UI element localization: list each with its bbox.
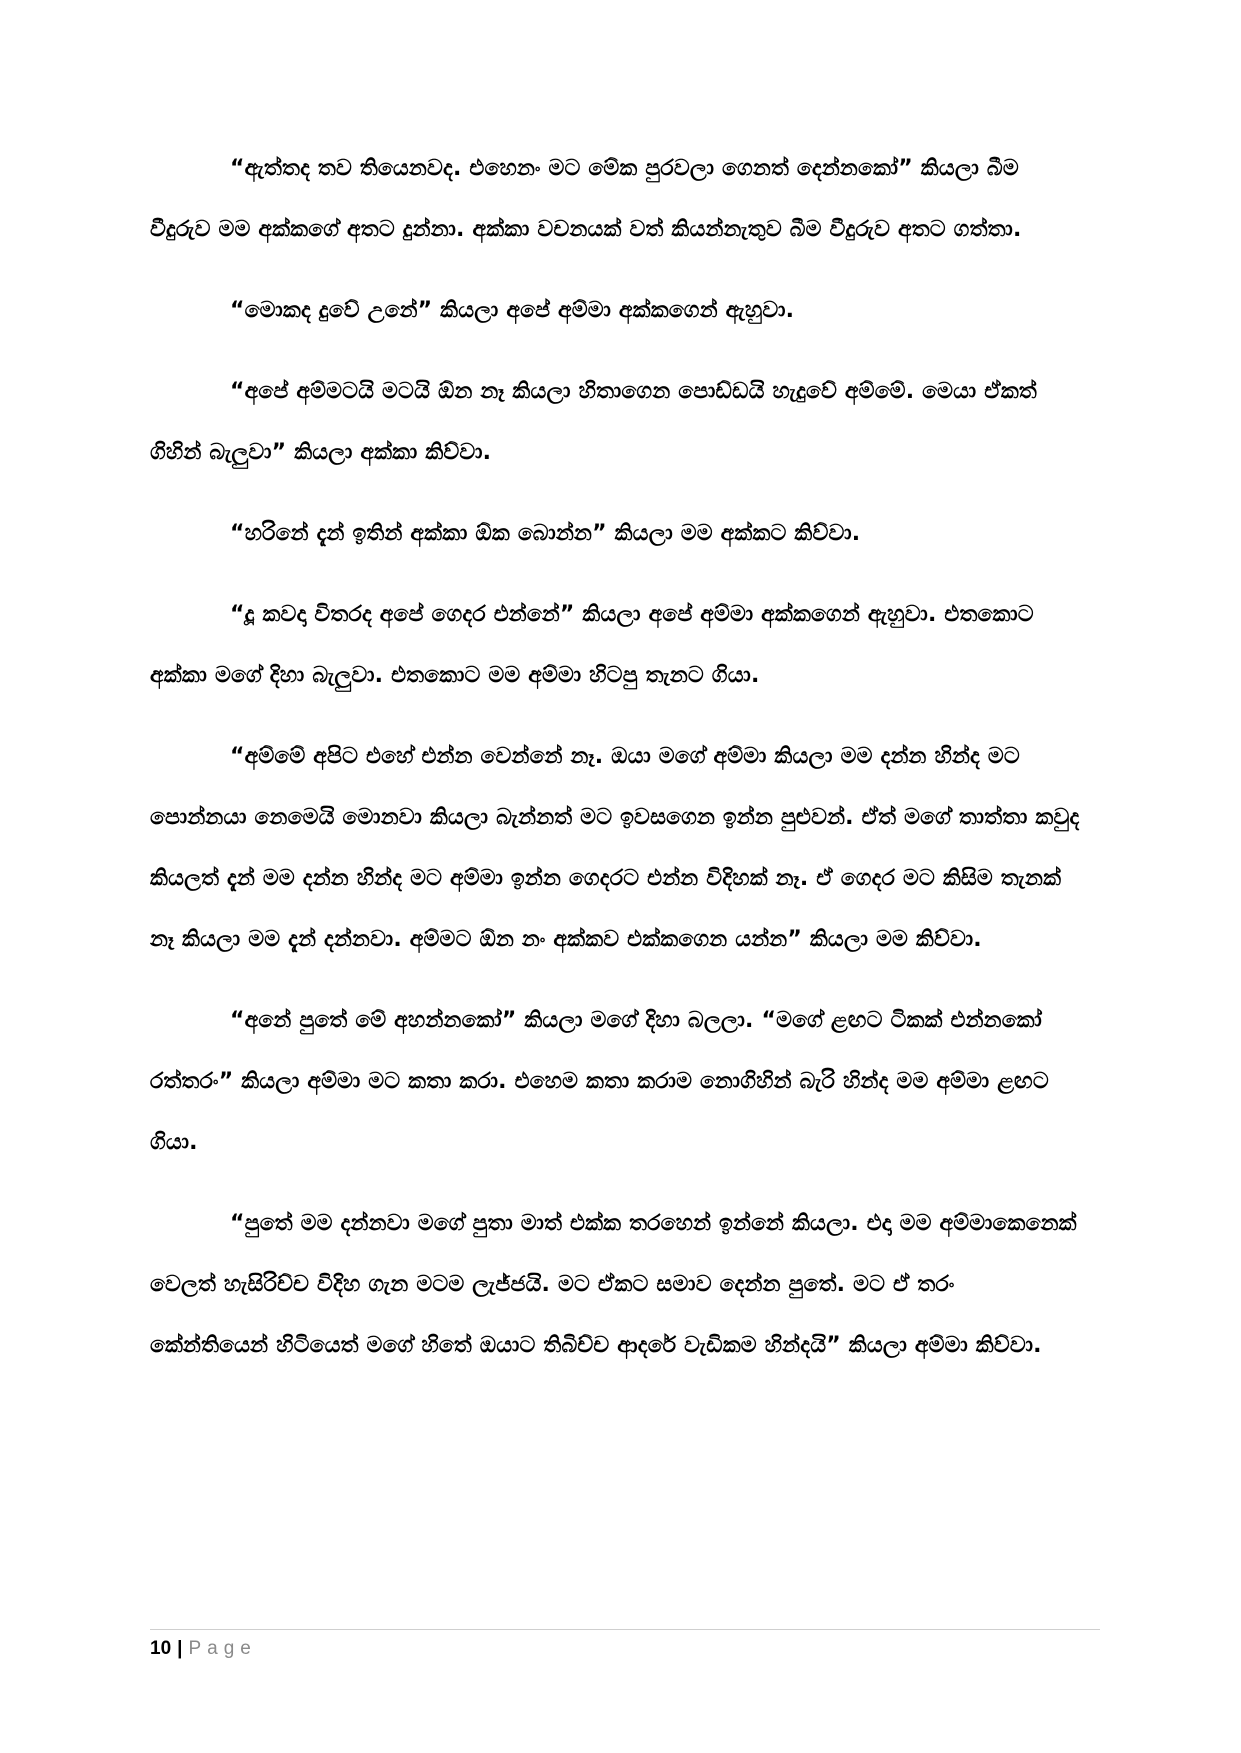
footer-separator: |	[177, 1638, 183, 1659]
footer-divider	[150, 1629, 1100, 1630]
body-text	[150, 138, 1080, 1396]
paragraph: “අනේ පුතේ මේ අහන්නකෝ” කියලා මගේ දිහා බලලා. “මගේ ළඟට ටිකක් එන්නකෝ රත්තරං” කියලා අම්මා මට කතා කරා. එහෙම කතා කරාම නොගිහින් බැරි හින්ද මම අම්මා ළඟට ගියා.	[150, 1008, 1049, 1155]
paragraph: “හරිනේ දැන් ඉතින් අක්කා ඕක බොන්න” කියලා මම අක්කට කිව්වා.	[230, 521, 861, 546]
page-number: 10	[150, 1638, 172, 1659]
paragraph: “අපේ අම්මටයි මටයි ඕන නෑ කියලා හිතාගෙන පොඩ්ඩයි හැදුවේ අම්මේ. මෙයා ඒකත් ගිහින් බැලුවා” කියලා අක්කා කිව්වා.	[150, 379, 1037, 465]
page-label: Page	[188, 1638, 257, 1659]
page-footer	[150, 1636, 257, 1662]
paragraph: “ඇත්තද තව තියෙනවද. එහෙනං මට මේක පුරවලා ගෙනත් දෙන්නකෝ” කියලා බීම වීදුරුව මම අක්කගේ අතට දුන්නා. අක්කා වචනයක් වත් කියන්නැතුව බීම වීදුරුව අතට ගත්තා.	[150, 156, 1022, 242]
paragraph: “අම්මේ අපිට එහේ එන්න වෙන්නේ නෑ. ඔයා මගේ අම්මා කියලා මම දන්න හින්ද මට පොන්නයා නෙමෙයි මොනවා කියලා බැන්නත් මට ඉවසගෙන ඉන්න පුළුවන්. ඒත් මගේ තාත්තා කවුද කියලත් දැන් මම දන්න හින්ද මට අම්මා ඉන්න ගෙදරට එන්න විදිහක් නෑ. ඒ ගෙදර මට කිසිම තැනක් නෑ කියලා මම දැන් දන්නවා. අම්මට ඕන නං අක්කව එක්කගෙන යන්න” කියලා මම කිව්වා.	[150, 744, 1080, 952]
paragraph: “මොකද දුවේ උනේ” කියලා අපේ අම්මා අක්කගෙන් ඇහුවා.	[230, 298, 795, 323]
paragraph: “පුතේ මම දන්නවා මගේ පුතා මාත් එක්ක තරහෙන් ඉන්නේ කියලා. එදා මම අම්මාකෙනෙක් වෙලත් හැසිරිච්ච විදිහ ගැන මටම ලැජ්ජයි. මට ඒකට සමාව දෙන්න පුතේ. මට ඒ තරං කේන්තියෙන් හිටියෙත් මගේ හිතේ ඔයාට තිබිච්ච ආදරේ වැඩිකම හින්දයි” කියලා අම්මා කිව්වා.	[150, 1211, 1077, 1358]
paragraph: “දූ කවදා විතරද අපේ ගෙදර එන්නේ” කියලා අපේ අම්මා අක්කගෙන් ඇහුවා. එතකොට අක්කා මගේ දිහා බැලුවා. එතකොට මම අම්මා හිටපු තැනට ගියා.	[150, 602, 1034, 688]
